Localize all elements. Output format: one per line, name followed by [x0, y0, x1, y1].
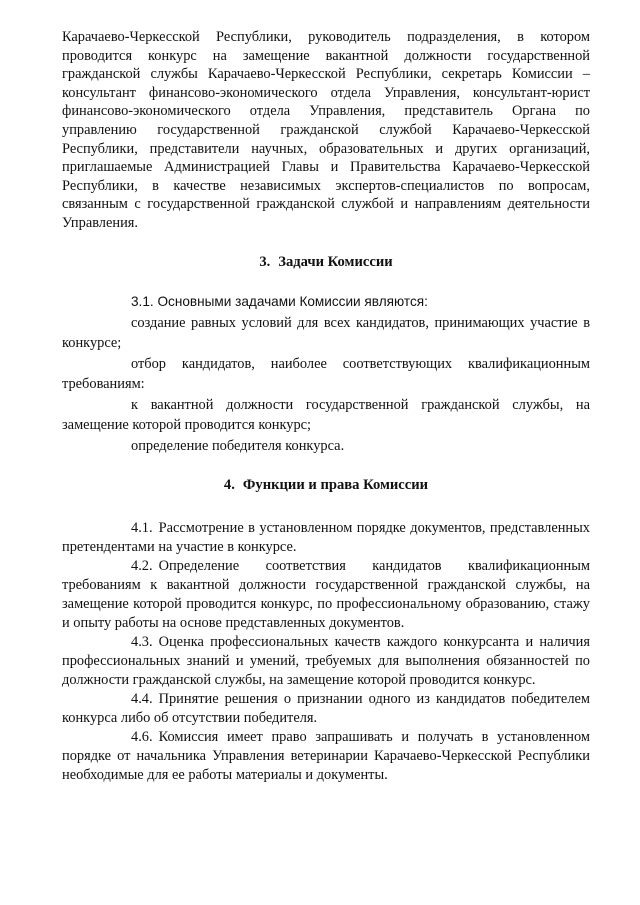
document-page [62, 28, 590, 785]
function-text: Рассмотрение в установленном порядке документов, представленных претендентами на участие в конкурсе. [62, 519, 590, 555]
section-4-title: Функции и права Комиссии [242, 476, 429, 493]
intro-paragraph: Карачаево-Черкесской Республики, руководитель подразделения, в котором проводится конкурс на замещение вакантной должности государственной гражданской службы Карачаево-Черкесской Республики, секретарь Комиссии – консультант финансово-экономического отдела Управления, консультант-юрист финансово-экономического отдела Управления, представитель Органа по управлению государственной гражданской службой Карачаево-Черкесской Республики, представители научных, образовательных и других организаций, приглашаемые Администрацией Главы и Правительства Карачаево-Черкесской Республики, в качестве независимых экспертов-специалистов по вопросам, связанным с государственной гражданской службой и направлениям деятельности Управления. [62, 29, 590, 231]
task-item: создание равных условий для всех кандидатов, принимающих участие в конкурсе; [62, 314, 590, 351]
function-number: 4.6. [131, 728, 153, 745]
function-number: 4.2. [131, 557, 153, 574]
function-item [62, 633, 590, 690]
task-item: к вакантной должности государственной гражданской службы, на замещение которой проводится конкурс; [62, 396, 590, 433]
function-number: 4.4. [131, 690, 153, 707]
section-3-heading [62, 254, 590, 271]
section-3-number: 3. [259, 253, 271, 270]
function-text: Определение соответствия кандидатов квалификационным требованиям к вакантной должности государственной гражданской службы, на замещение которой проводится конкурс, по профессиональному образованию, стажу и опыту работы на основе представленных документов. [62, 557, 590, 631]
function-text: Оценка профессиональных качеств каждого конкурсанта и наличия профессиональных знаний и умений, требуемых для выполнения обязанностей по должности гражданской службы, на замещение которой проводится конкурс. [62, 633, 590, 688]
function-text: Комиссия имеет право запрашивать и получать в установленном порядке от начальника Управления ветеринарии Карачаево-Черкесской Республики необходимые для ее работы материалы и документы. [62, 728, 590, 783]
function-item [62, 728, 590, 785]
task-item: определение победителя конкурса. [131, 437, 345, 454]
section-3-lead: 3.1. Основными задачами Комиссии являются: [131, 293, 428, 309]
function-number: 4.1. [131, 519, 153, 536]
function-item [62, 519, 590, 557]
section-4-number: 4. [223, 476, 235, 493]
section-3-title: Задачи Комиссии [278, 253, 393, 270]
function-item [62, 690, 590, 728]
function-item [62, 557, 590, 633]
section-4-heading [62, 477, 590, 494]
function-number: 4.3. [131, 633, 153, 650]
task-item: отбор кандидатов, наиболее соответствующих квалификационным требованиям: [62, 355, 590, 392]
function-text: Принятие решения о признании одного из кандидатов победителем конкурса либо об отсутствии победителя. [62, 690, 590, 726]
